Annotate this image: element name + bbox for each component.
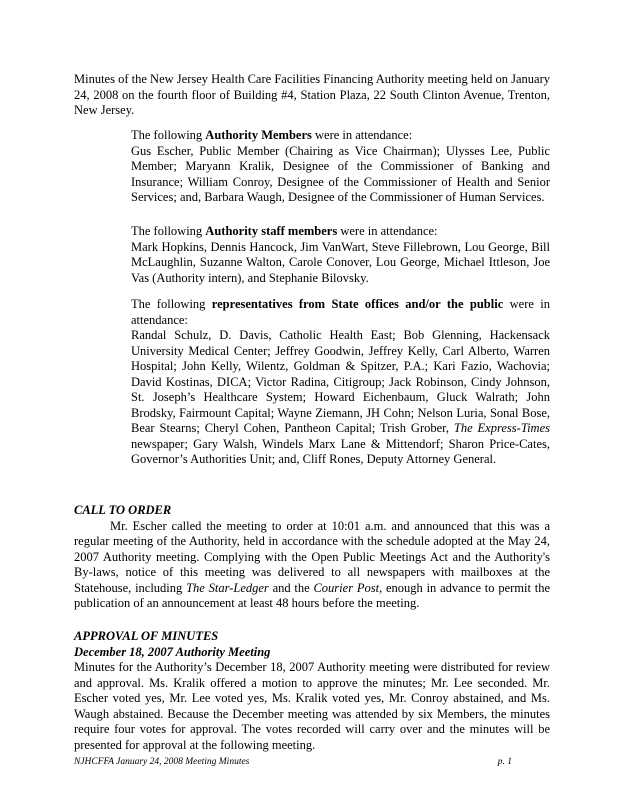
lead-bold: Authority staff members	[205, 224, 338, 238]
body-text: enough in advance to permit the publication of an announcement at least 48 hours before the meeting.	[74, 580, 551, 610]
public-representatives-lead	[131, 297, 550, 328]
lead-text-end: were in attendance:	[131, 297, 551, 327]
staff-members-list: Mark Hopkins, Dennis Hancock, Jim VanWart, Steve Fillebrown, Lou George, Bill McLaughlin, Suzanne Walton, Carole Conover, Lou George, Michael Ittleson, Joe Vas (Authority intern), and Stephanie Bilovsky.	[131, 239, 550, 285]
lead-text-end: were in attendance:	[311, 128, 413, 142]
page-footer	[74, 757, 512, 767]
representatives-text: Randal Schulz, D. Davis, Catholic Health East; Bob Glenning, Hackensack University Medical Center; Jeffrey Goodwin, Jeffrey Kelly, Carl Alberto, Warren Hospital; John Kelly, Wilentz, Goldman & Spitzer, P.A.; Kari Fazio, Wachovia; David Kostinas, DICA; Victor Radina, Citigroup; Jack Robinson, Cindy Johnson, St. Joseph’s Healthcare System; Howard Eichenbaum, Gluck Walrath; John Brodsky, Fairmount Capital; Wayne Ziemann, JH Cohn; Nelson Luria, Sonal Bose, Bear Stearns; Cheryl Cohen, Pantheon Capital; Trish Grober,	[131, 328, 550, 435]
call-to-order-heading: CALL TO ORDER	[74, 503, 172, 517]
call-to-order-section	[74, 503, 550, 612]
page-number: p. 1	[497, 757, 512, 767]
call-to-order-text	[74, 519, 550, 612]
body-text: and the	[268, 580, 314, 595]
staff-members-lead	[131, 224, 550, 240]
staff-members-block	[131, 224, 550, 286]
approval-of-minutes-section	[74, 629, 550, 753]
authority-members-block	[131, 128, 550, 206]
approval-subheading: December 18, 2007 Authority Meeting	[74, 644, 271, 659]
public-representatives-block	[131, 297, 550, 468]
lead-text: The following	[131, 297, 212, 311]
newspaper-title: The Star-Ledger	[186, 580, 269, 595]
intro-paragraph: Minutes of the New Jersey Health Care Facilities Financing Authority meeting held on January 24, 2008 on the fourth floor of Building #4, Station Plaza, 22 South Clinton Avenue, Trenton, New Jersey.	[74, 72, 550, 117]
lead-text: The following	[131, 128, 206, 142]
representatives-text-end: newspaper; Gary Walsh, Windels Marx Lane & Mittendorf; Sharon Price-Cates, Governor’s Authorities Unit; and, Cliff Rones, Deputy Attorney General.	[131, 436, 550, 466]
public-representatives-list	[131, 328, 550, 468]
lead-text-end: were in attendance:	[337, 224, 438, 238]
lead-bold: Authority Members	[205, 128, 312, 142]
approval-heading: APPROVAL OF MINUTES	[74, 629, 219, 643]
footer-title: NJHCFFA January 24, 2008 Meeting Minutes	[74, 757, 250, 767]
newspaper-title: Courier Post,	[313, 580, 383, 595]
authority-members-list: Gus Escher, Public Member (Chairing as Vice Chairman); Ulysses Lee, Public Member; Maryann Kralik, Designee of the Commissioner of Banking and Insurance; William Conroy, Designee of the Commissioner of Health and Senior Services; and, Barbara Waugh, Designee of the Commissioner of Human Services.	[131, 143, 550, 204]
newspaper-title: The Express-Times	[453, 421, 550, 435]
body-text: Mr. Escher called the meeting to order at 10:01 a.m. and announced that this was a regular meeting of the Authority, held in accordance with the schedule adopted at the May 24, 2007 Authority meeting. Complying with the Open Public Meetings Act and the Authority's By-laws, notice of this meeting was delivered to all newspapers with mailboxes at the Statehouse, including	[74, 518, 550, 595]
lead-text: The following	[131, 224, 206, 238]
lead-bold: representatives from State offices and/or the public	[211, 297, 504, 311]
authority-members-lead	[131, 128, 550, 144]
approval-text: Minutes for the Authority’s December 18, 2007 Authority meeting were distributed for review and approval. Ms. Kralik offered a motion to approve the minutes; Mr. Lee seconded. Mr. Escher voted yes, Mr. Lee voted yes, Ms. Kralik voted yes, Mr. Conroy abstained, and Ms. Waugh abstained. Because the December meeting was attended by six Members, the minutes require four votes for approval. The votes recorded will carry over and the minutes will be presented for approval at the following meeting.	[74, 660, 550, 752]
